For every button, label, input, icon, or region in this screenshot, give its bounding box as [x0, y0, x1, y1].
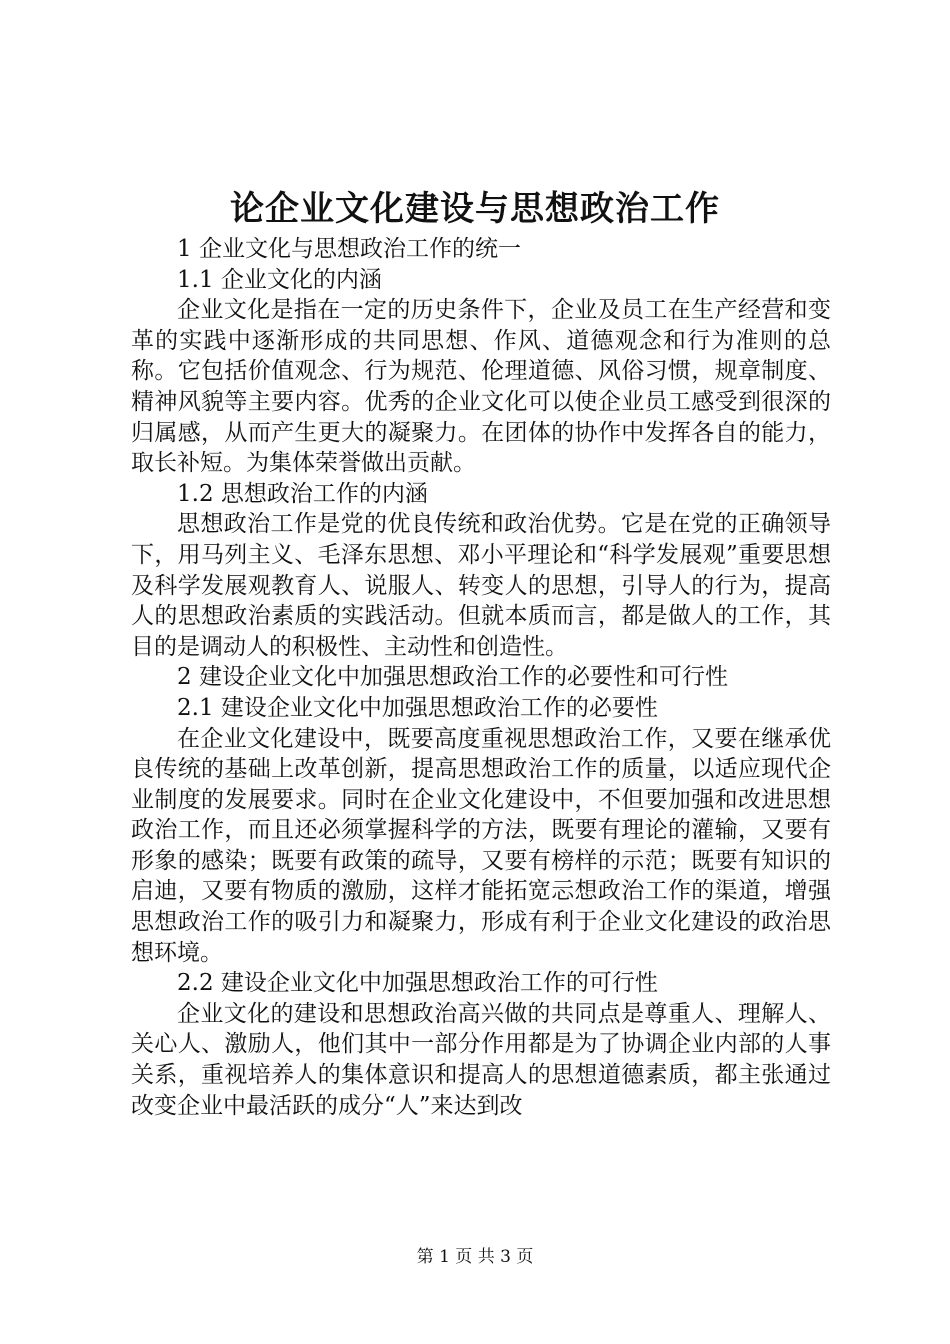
page-number-footer: 第 1 页 共 3 页	[416, 1247, 534, 1267]
paragraph-1-2: 思想政治工作是党的优良传统和政治优势。它是在党的正确领导下，用马列主义、毛泽东思想、邓小平理论和“科学发展观”重要思想及科学发展观教育人、说服人、转变人的思想，引导人的行为，提高人的思想政治素质的实践活动。但就本质而言，都是做人的工作，其目的是调动人的积极性、主动性和创造性。	[131, 511, 831, 660]
document-body	[131, 234, 831, 1121]
document-title: 论企业文化建设与思想政治工作	[230, 189, 720, 229]
paragraph-2-1: 在企业文化建设中，既要高度重视思想政治工作，又要在继承优良传统的基础上改革创新，提高思想政治工作的质量，以适应现代企业制度的发展要求。同时在企业文化建设中，不但要加强和改进思想政治工作，而且还必须掌握科学的方法，既要有理论的灌输，又要有形象的感染；既要有政策的疏导，又要有榜样的示范；既要有知识的启迪，又要有物质的激励，这样才能拓宽忈想政治工作的渠道，增强思想政治工作的吸引力和凝聚力，形成有利于企业文化建设的政治思想环境。	[131, 725, 831, 966]
paragraph-2-2: 企业文化的建设和思想政治高兴做的共同点是尊重人、理解人、关心人、激励人，他们其中一部分作用都是为了协调企业内部的人事关系，重视培养人的集体意识和提高人的思想道德素质，都主张通过改变企业中最活跃的成分“人”来达到改	[131, 1000, 831, 1119]
section-heading-1: 1 企业文化与思想政治工作的统一	[177, 236, 521, 262]
section-heading-2-1: 2.1 建设企业文化中加强思想政治工作的必要性	[177, 694, 658, 721]
section-heading-2: 2 建设企业文化中加强思想政治工作的必要性和可行性	[177, 664, 728, 691]
section-heading-1-2: 1.2 思想政治工作的内涵	[177, 480, 428, 507]
paragraph-1-1: 企业文化是指在一定的历史条件下，企业及员工在生产经营和变革的实践中逐渐形成的共同思想、作风、道德观念和行为准则的总称。它包括价值观念、行为规范、伦理道德、风俗习惯，规章制度、精神风貌等主要内容。优秀的企业文化可以使企业员工感受到很深的归属感，从而产生更大的凝聚力。在团体的协作中发挥各自的能力，取长补短。为集体荣誉做出贡献。	[131, 297, 831, 477]
section-heading-1-1: 1.1 企业文化的内涵	[177, 266, 382, 293]
section-heading-2-2: 2.2 建设企业文化中加强思想政治工作的可行性	[177, 970, 658, 997]
